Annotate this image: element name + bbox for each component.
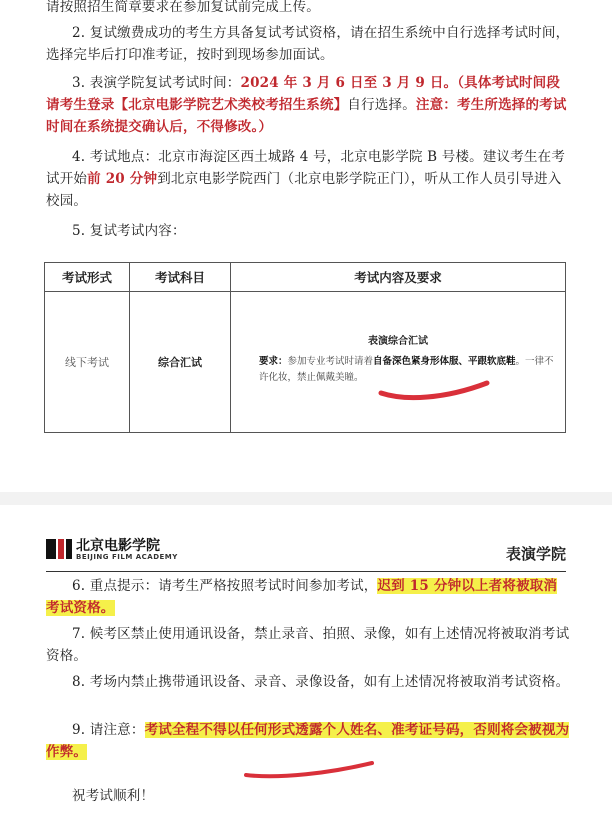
paragraph-item-3 — [46, 72, 570, 138]
table-header-subject: 考试科目 — [130, 263, 231, 292]
item-6-text: 6. 重点提示：请考生严格按照考试时间参加考试， — [72, 578, 378, 594]
requirement-text: 参加专业考试时请着 — [287, 356, 374, 367]
school-name-header: 表演学院 — [505, 545, 566, 563]
item-6-highlight: 迟到 15 分钟以上者将被取消考试资格。 — [46, 578, 558, 616]
paragraph-closing — [46, 785, 570, 807]
upload-note-text: 请按照招生简章要求在参加复试前完成上传。 — [46, 0, 320, 15]
requirement-label: 要求： — [259, 356, 288, 367]
header-divider — [46, 571, 566, 572]
table-header-form: 考试形式 — [45, 263, 130, 292]
exam-content-table — [44, 262, 566, 433]
item-3-prefix: 3. 表演学院复试考试时间： — [72, 75, 241, 91]
table-header-row — [45, 263, 566, 292]
table-cell-content — [231, 292, 566, 433]
paragraph-item-9 — [46, 719, 570, 763]
item-3-mid: 自行选择。 — [347, 97, 416, 113]
logo-english-name: BEIJING FILM ACADEMY — [76, 553, 178, 561]
item-8-text: 8. 考场内禁止携带通讯设备、录音、录像设备，如有上述情况将被取消考试资格。 — [72, 674, 570, 690]
paragraph-upload-note — [46, 0, 570, 18]
item-9-highlight: 考试全程不得以任何形式透露个人姓名、准考证号码，否则将会被视为作弊。 — [46, 722, 570, 760]
logo-chinese-name: 北京电影学院 — [76, 538, 160, 554]
item-4-text-b: 到北京电影学院西门（北京电影学院正门），听从工作人员引导进入校园。 — [46, 171, 562, 209]
paragraph-item-6 — [46, 575, 570, 619]
paragraph-item-2 — [46, 22, 570, 66]
table-row — [45, 292, 566, 433]
requirement-tail: 。一律不许化妆，禁止佩戴美瞳。 — [259, 356, 554, 383]
academy-logo — [46, 533, 236, 567]
document-page-2 — [0, 505, 612, 818]
table-cell-form: 线下考试 — [45, 292, 130, 433]
closing-text: 祝考试顺利！ — [72, 788, 155, 804]
item-3-note: 。（具体考试时间段请考生登录【北京电影学院艺术类校考招生系统】 — [46, 75, 561, 113]
item-7-text: 7. 候考区禁止使用通讯设备，禁止录音、拍照、录像，如有上述情况将被取消考试资格。 — [46, 626, 570, 664]
table-header-content: 考试内容及要求 — [231, 263, 566, 292]
paragraph-item-7 — [46, 623, 570, 667]
requirement-bold: 自备深色紧身形体服、平跟软底鞋 — [373, 356, 516, 367]
paragraph-item-4 — [46, 146, 570, 212]
content-requirement — [259, 354, 557, 386]
film-academy-emblem-icon — [46, 537, 72, 561]
table-cell-subject: 综合汇试 — [130, 292, 231, 433]
item-3-dates: 2024 年 3 月 6 日至 3 月 9 日 — [240, 75, 444, 91]
paragraph-item-5 — [46, 220, 570, 242]
item-5-text: 5. 复试考试内容： — [72, 223, 186, 239]
content-title: 表演综合汇试 — [368, 336, 428, 347]
item-2-text: 2. 复试缴费成功的考生方具备复试考试资格，请在招生系统中自行选择考试时间，选择完毕后打印准考证，按时到现场参加面试。 — [46, 25, 570, 63]
item-4-time: 前 20 分钟 — [87, 171, 158, 187]
paragraph-item-8 — [46, 671, 570, 693]
item-3-warning: 注意：考生所选择的考试时间在系统提交确认后，不得修改。） — [46, 97, 567, 135]
item-9-prefix: 9. 请注意： — [72, 722, 145, 738]
item-4-text-a: 4. 考试地点：北京市海淀区西土城路 4 号，北京电影学院 B 号楼。建议考生在考试开始 — [46, 149, 566, 187]
